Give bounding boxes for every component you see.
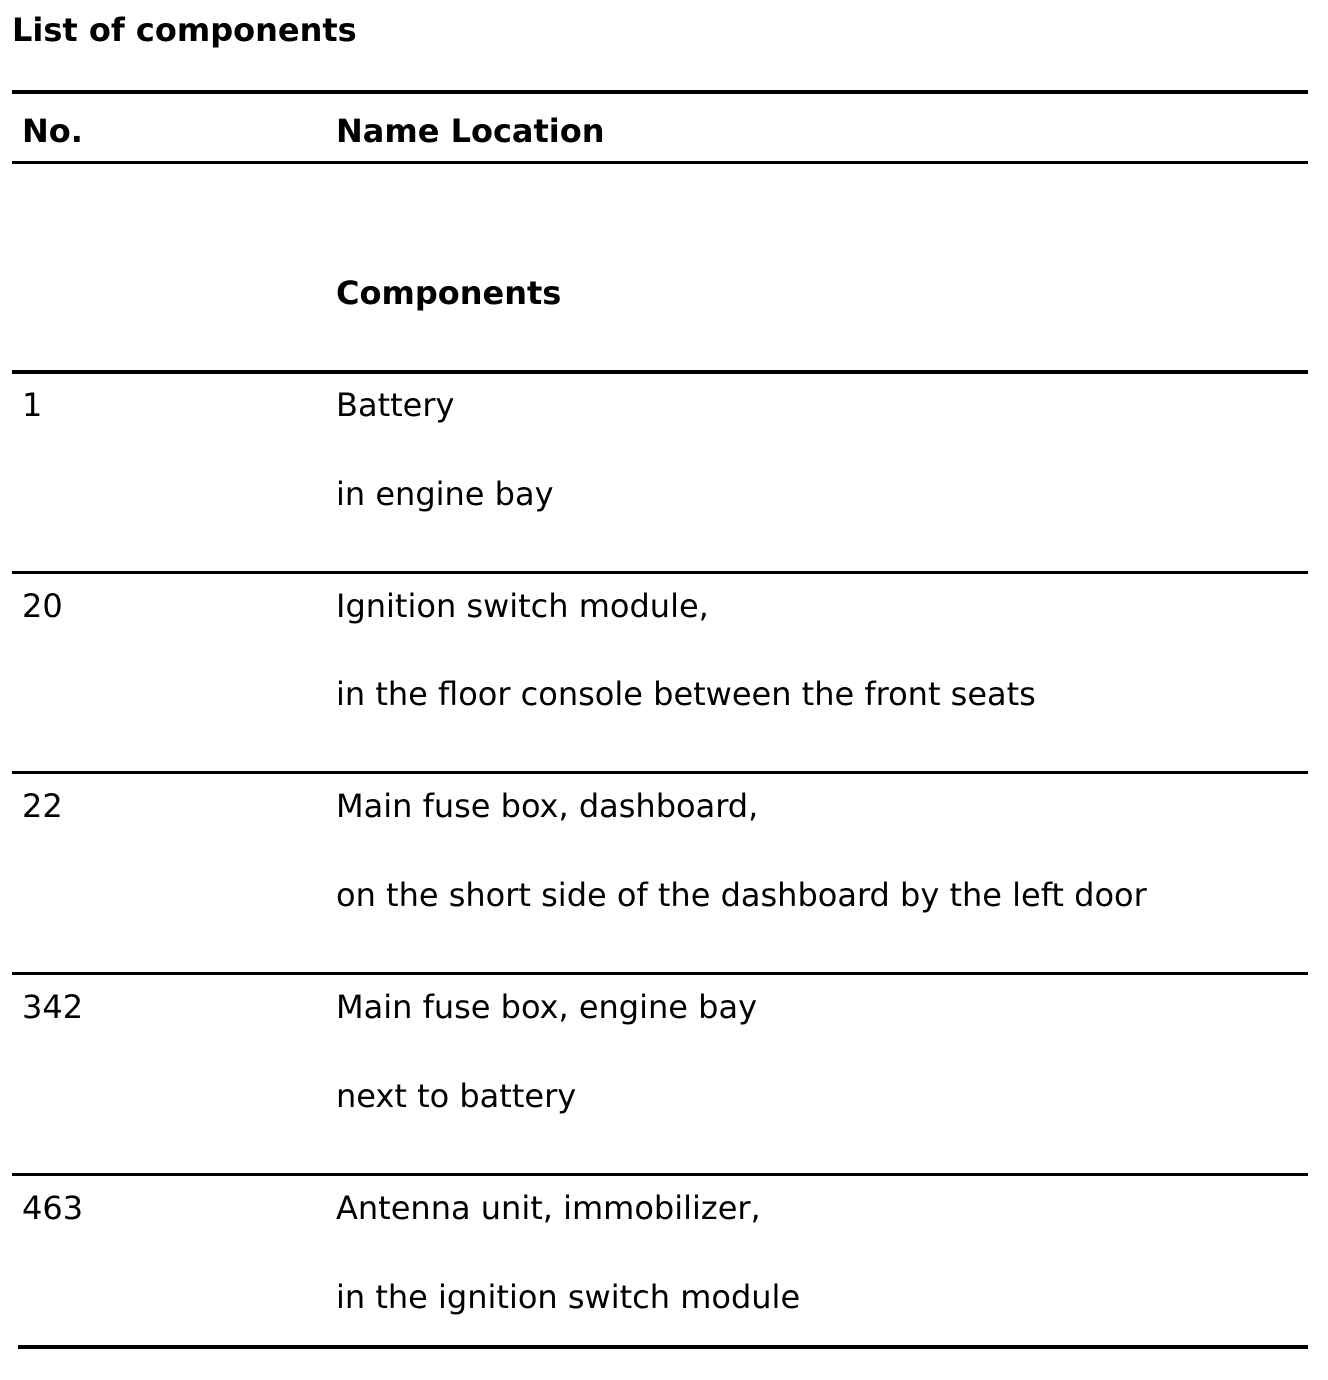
section-heading: Components: [336, 274, 562, 312]
row-location: next to battery: [336, 1077, 577, 1115]
table-bottom-rule: [18, 1345, 1308, 1349]
row-number: 1: [22, 386, 43, 424]
header-rule: [12, 161, 1308, 164]
section-rule: [12, 370, 1308, 374]
row-location: in the floor console between the front seats: [336, 675, 1036, 713]
row-name: Main fuse box, dashboard,: [336, 787, 759, 825]
row-name: Main fuse box, engine bay: [336, 988, 757, 1026]
header-no: No.: [22, 112, 83, 150]
row-name: Battery: [336, 386, 455, 424]
row-name: Antenna unit, immobilizer,: [336, 1189, 761, 1227]
row-number: 20: [22, 587, 63, 625]
page-title: List of components: [12, 11, 357, 49]
row-name: Ignition switch module,: [336, 587, 709, 625]
row-rule: [12, 771, 1308, 774]
row-number: 342: [22, 988, 84, 1026]
row-rule: [12, 571, 1308, 574]
header-name-location: Name Location: [336, 112, 605, 150]
row-location: on the short side of the dashboard by the left door: [336, 876, 1147, 914]
row-number: 463: [22, 1189, 84, 1227]
row-number: 22: [22, 787, 63, 825]
row-rule: [12, 972, 1308, 975]
row-location: in engine bay: [336, 475, 554, 513]
table-top-rule: [12, 90, 1308, 94]
row-rule: [12, 1173, 1308, 1176]
row-location: in the ignition switch module: [336, 1278, 801, 1316]
